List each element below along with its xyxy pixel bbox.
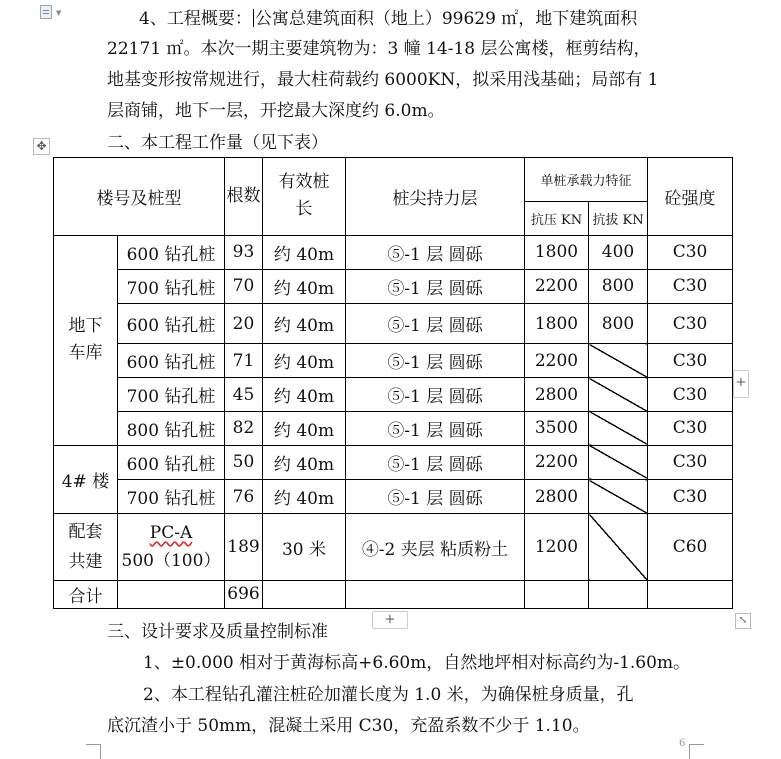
overview-line-3: 地基变形按常规进行，最大柱荷载约 6000KN，拟采用浅基础；局部有 1 bbox=[107, 70, 659, 90]
add-row-button[interactable]: + bbox=[372, 611, 408, 629]
cell-count: 70 bbox=[225, 269, 263, 303]
workload-table bbox=[53, 157, 733, 609]
cell-pile-type: 600 钻孔桩 bbox=[118, 445, 225, 479]
cell-uplift: 800 bbox=[589, 303, 648, 343]
requirement-2-line-1: 2、本工程钻孔灌注桩砼加灌长度为 1.0 米，为确保桩身质量，孔 bbox=[143, 685, 634, 705]
header-capacity-group: 单桩承载力特征 bbox=[525, 158, 648, 202]
total-empty bbox=[525, 580, 589, 608]
cell-length: 约 40m bbox=[263, 235, 346, 269]
total-empty bbox=[648, 580, 733, 608]
cell-count: 71 bbox=[225, 344, 263, 378]
cell-bearing-layer: ⑤-1 层 圆砾 bbox=[346, 445, 525, 479]
chevron-down-icon[interactable]: ▼ bbox=[56, 9, 62, 17]
cell-compression: 1800 bbox=[525, 303, 589, 343]
total-label: 合计 bbox=[54, 580, 118, 608]
cell-count: 93 bbox=[225, 235, 263, 269]
pile-type-support-a: PC-A bbox=[149, 523, 193, 544]
total-empty bbox=[589, 580, 648, 608]
cell-bearing-layer: ⑤-1 层 圆砾 bbox=[346, 235, 525, 269]
cell-uplift-empty bbox=[589, 411, 648, 445]
cell-uplift-empty bbox=[589, 378, 648, 411]
cell-concrete: C30 bbox=[648, 378, 733, 411]
cell-count: 189 bbox=[225, 514, 263, 580]
cell-pile-type: 700 钻孔桩 bbox=[118, 378, 225, 411]
cell-bearing-layer: ④-2 夹层 粘质粉土 bbox=[346, 514, 525, 580]
cell-bearing-layer: ⑤-1 层 圆砾 bbox=[346, 378, 525, 411]
cell-length: 约 40m bbox=[263, 378, 346, 411]
margin-mark-right bbox=[689, 744, 704, 759]
cell-compression: 2800 bbox=[525, 480, 589, 514]
cell-concrete: C30 bbox=[648, 303, 733, 343]
header-count: 根数 bbox=[225, 158, 263, 236]
table-move-handle-icon[interactable]: ✥ bbox=[33, 138, 50, 155]
total-count: 696 bbox=[225, 580, 263, 608]
cell-bearing-layer: ⑤-1 层 圆砾 bbox=[346, 480, 525, 514]
cell-compression: 2800 bbox=[525, 378, 589, 411]
group-basement: 地下车库 bbox=[54, 235, 118, 445]
margin-mark-left bbox=[86, 744, 101, 759]
cell-uplift: 400 bbox=[589, 235, 648, 269]
header-effective-length: 有效桩长 bbox=[263, 158, 346, 236]
pile-type-support-b: 500（100） bbox=[121, 551, 221, 572]
cell-compression: 1200 bbox=[525, 514, 589, 580]
cell-pile-type-support bbox=[118, 514, 225, 580]
cell-uplift-empty bbox=[589, 514, 648, 580]
cell-compression: 3500 bbox=[525, 411, 589, 445]
cell-length: 约 40m bbox=[263, 445, 346, 479]
cell-uplift-empty bbox=[589, 344, 648, 378]
cell-pile-type: 600 钻孔桩 bbox=[118, 235, 225, 269]
overview-heading: 4、工程概要： bbox=[139, 9, 252, 29]
cell-concrete: C30 bbox=[648, 480, 733, 514]
section-3-title: 三、设计要求及质量控制标准 bbox=[107, 622, 328, 642]
cell-length: 约 40m bbox=[263, 344, 346, 378]
cell-bearing-layer: ⑤-1 层 圆砾 bbox=[346, 411, 525, 445]
cell-bearing-layer: ⑤-1 层 圆砾 bbox=[346, 303, 525, 343]
header-concrete: 砼强度 bbox=[648, 158, 733, 236]
document-icon[interactable] bbox=[40, 5, 52, 19]
overview-line-4: 层商铺，地下一层，开挖最大深度约 6.0m。 bbox=[107, 101, 445, 121]
header-bearing-layer: 桩尖持力层 bbox=[346, 158, 525, 236]
cell-bearing-layer: ⑤-1 层 圆砾 bbox=[346, 344, 525, 378]
cell-concrete: C30 bbox=[648, 411, 733, 445]
header-building-type: 楼号及桩型 bbox=[54, 158, 225, 236]
cell-length: 约 40m bbox=[263, 303, 346, 343]
cell-uplift-empty bbox=[589, 480, 648, 514]
total-empty bbox=[346, 580, 525, 608]
cell-concrete: C30 bbox=[648, 445, 733, 479]
page-number: 6 bbox=[679, 738, 686, 749]
cell-count: 45 bbox=[225, 378, 263, 411]
cell-length: 30 米 bbox=[263, 514, 346, 580]
cell-count: 20 bbox=[225, 303, 263, 343]
cell-pile-type: 600 钻孔桩 bbox=[118, 303, 225, 343]
overview-line-1 bbox=[139, 9, 637, 29]
cell-length: 约 40m bbox=[263, 411, 346, 445]
cell-pile-type: 800 钻孔桩 bbox=[118, 411, 225, 445]
requirement-1: 1、±0.000 相对于黄海标高+6.60m，自然地坪相对标高约为-1.60m。 bbox=[143, 653, 691, 673]
cell-concrete: C60 bbox=[648, 514, 733, 580]
cell-count: 82 bbox=[225, 411, 263, 445]
section-2-title: 二、本工程工作量（见下表） bbox=[107, 133, 328, 153]
cell-uplift-empty bbox=[589, 445, 648, 479]
cell-concrete: C30 bbox=[648, 235, 733, 269]
cell-count: 50 bbox=[225, 445, 263, 479]
requirement-2-line-2: 底沉渣小于 50mm，混凝土采用 C30，充盈系数不少于 1.10。 bbox=[107, 716, 590, 736]
cell-compression: 2200 bbox=[525, 269, 589, 303]
total-empty bbox=[263, 580, 346, 608]
group-building-4: 4# 楼 bbox=[54, 445, 118, 513]
cell-length: 约 40m bbox=[263, 480, 346, 514]
cell-count: 76 bbox=[225, 480, 263, 514]
cell-pile-type: 700 钻孔桩 bbox=[118, 269, 225, 303]
cell-concrete: C30 bbox=[648, 344, 733, 378]
add-column-button[interactable]: + bbox=[733, 370, 749, 398]
cell-pile-type: 600 钻孔桩 bbox=[118, 344, 225, 378]
cell-compression: 2200 bbox=[525, 445, 589, 479]
cell-compression: 1800 bbox=[525, 235, 589, 269]
text-cursor bbox=[253, 9, 254, 27]
overview-line-2: 22171 ㎡。本次一期主要建筑物为：3 幢 14-18 层公寓楼，框剪结构， bbox=[107, 39, 651, 59]
cell-pile-type: 700 钻孔桩 bbox=[118, 480, 225, 514]
cell-compression: 2200 bbox=[525, 344, 589, 378]
header-uplift: 抗拔 KN bbox=[589, 202, 648, 235]
header-compression: 抗压 KN bbox=[525, 202, 589, 235]
cell-length: 约 40m bbox=[263, 269, 346, 303]
cell-bearing-layer: ⑤-1 层 圆砾 bbox=[346, 269, 525, 303]
cell-concrete: C30 bbox=[648, 269, 733, 303]
total-empty bbox=[118, 580, 225, 608]
cell-uplift: 800 bbox=[589, 269, 648, 303]
overview-line-1-rest: 公寓总建筑面积（地上）99629 ㎡，地下建筑面积 bbox=[254, 9, 638, 29]
group-support: 配套共建 bbox=[54, 514, 118, 580]
table-resize-handle-icon[interactable]: ⤡ bbox=[735, 613, 751, 629]
